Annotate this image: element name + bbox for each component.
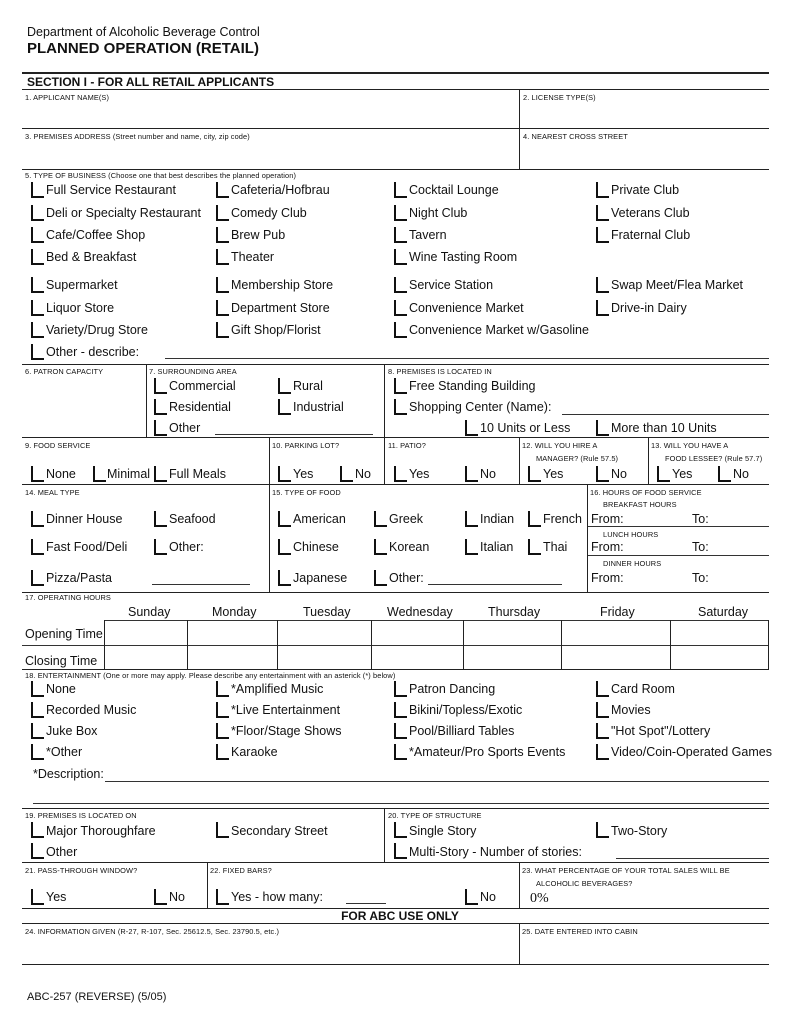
manager-label: 12. WILL YOU HIRE A (522, 441, 598, 450)
premises-on-label: 19. PREMISES IS LOCATED ON (25, 811, 137, 820)
applicant-name-label: 1. APPLICANT NAME(S) (25, 93, 110, 102)
option-label: American (293, 512, 346, 526)
option-label: Yes (409, 467, 430, 481)
section-title: SECTION I - FOR ALL RETAIL APPLICANTS (27, 75, 275, 89)
option-label: 10 Units or Less (480, 421, 571, 435)
patron-dancing-checkbox[interactable] (394, 681, 407, 697)
ten-units-checkbox[interactable] (465, 420, 478, 436)
option-label: No (355, 467, 371, 481)
supermarket-checkbox[interactable] (31, 277, 44, 293)
option-label: Yes - how many: (231, 890, 323, 904)
option-label: "Hot Spot"/Lottery (611, 724, 711, 738)
option-label: Residential (169, 400, 231, 414)
option-label: Free Standing Building (409, 379, 536, 393)
date-entered-label: 25. DATE ENTERED INTO CABIN (522, 927, 638, 936)
divider (384, 437, 385, 484)
option-label: Seafood (169, 512, 216, 526)
fast-food-checkbox[interactable] (31, 539, 44, 555)
grid-line (371, 620, 372, 669)
other-street-checkbox[interactable] (31, 843, 44, 859)
section-divider (22, 72, 769, 74)
divider (269, 484, 270, 592)
option-label: Department Store (231, 301, 330, 315)
manager-label-2: MANAGER? (Rule 57.5) (536, 454, 619, 463)
percentage-label-2: ALCOHOLIC BEVERAGES? (536, 879, 633, 888)
day-friday: Friday (600, 605, 635, 619)
option-label: *Other (46, 745, 83, 759)
food-type-label: 15. TYPE OF FOOD (272, 488, 341, 497)
thai-checkbox[interactable] (528, 539, 541, 555)
live-entertainment-checkbox[interactable] (216, 702, 229, 718)
bars-count-line[interactable] (346, 903, 386, 904)
rural-checkbox[interactable] (278, 378, 291, 394)
divider (22, 128, 769, 129)
opening-time-label: Opening Time (25, 627, 103, 641)
divider (587, 484, 588, 592)
breakfast-to: To: (692, 512, 709, 526)
divider (22, 808, 769, 809)
form-number: ABC-257 (REVERSE) (5/05) (27, 991, 167, 1003)
manager-yes-checkbox[interactable] (528, 466, 541, 482)
option-label: Full Service Restaurant (46, 183, 176, 197)
convenience-gasoline-checkbox[interactable] (394, 322, 407, 338)
swap-meet-checkbox[interactable] (596, 277, 609, 293)
option-label: Comedy Club (231, 206, 307, 220)
day-thursday: Thursday (488, 605, 541, 619)
dinner-from: From: (591, 571, 624, 585)
describe-line[interactable] (165, 358, 769, 359)
other-meal-checkbox[interactable] (154, 539, 167, 555)
hot-spot-checkbox[interactable] (596, 723, 609, 739)
food-lessee-label-2: FOOD LESSEE? (Rule 57.7) (665, 454, 763, 463)
variety-drug-checkbox[interactable] (31, 322, 44, 338)
food-service-label: 9. FOOD SERVICE (25, 441, 91, 450)
manager-no-checkbox[interactable] (596, 466, 609, 482)
two-story-checkbox[interactable] (596, 822, 609, 838)
percentage-value[interactable]: 0% (530, 891, 549, 906)
grid-line (187, 620, 188, 669)
option-label: Cocktail Lounge (409, 183, 499, 197)
surrounding-area-label: 7. SURROUNDING AREA (149, 367, 237, 376)
lessee-no-checkbox[interactable] (718, 466, 731, 482)
option-label: Card Room (611, 682, 675, 696)
description-label: *Description: (33, 767, 104, 781)
premises-address-label: 3. PREMISES ADDRESS (Street number and name, city, zip code) (25, 132, 250, 141)
comedy-club-checkbox[interactable] (216, 205, 229, 221)
greek-checkbox[interactable] (374, 511, 387, 527)
option-label: Yes (46, 890, 67, 904)
window-no-checkbox[interactable] (154, 889, 167, 905)
italian-checkbox[interactable] (465, 539, 478, 555)
option-label: Pool/Billiard Tables (409, 724, 515, 738)
divider (648, 437, 649, 484)
stage-shows-checkbox[interactable] (216, 723, 229, 739)
option-label: None (46, 467, 76, 481)
stories-line[interactable] (616, 858, 769, 859)
option-label: Swap Meet/Flea Market (611, 278, 743, 292)
day-monday: Monday (212, 605, 257, 619)
option-label: Cafeteria/Hofbrau (231, 183, 330, 197)
dinner-house-checkbox[interactable] (31, 511, 44, 527)
option-label: Dinner House (46, 512, 123, 526)
option-label: Other - describe: (46, 345, 140, 359)
option-label: Patron Dancing (409, 682, 496, 696)
option-label: Other (46, 845, 78, 859)
option-label: Deli or Specialty Restaurant (46, 206, 201, 220)
full-service-restaurant-checkbox[interactable] (31, 182, 44, 198)
option-label: Major Thoroughfare (46, 824, 156, 838)
option-label: Italian (480, 540, 514, 554)
option-label: Theater (231, 250, 275, 264)
option-label: No (480, 890, 496, 904)
option-label: Wine Tasting Room (409, 250, 518, 264)
recorded-music-checkbox[interactable] (31, 702, 44, 718)
convenience-market-checkbox[interactable] (394, 300, 407, 316)
option-label: No (169, 890, 185, 904)
industrial-checkbox[interactable] (278, 399, 291, 415)
food-none-checkbox[interactable] (31, 466, 44, 482)
option-label: Other: (169, 540, 204, 554)
brew-pub-checkbox[interactable] (216, 227, 229, 243)
option-label: Fast Food/Deli (46, 540, 128, 554)
option-label: Service Station (409, 278, 494, 292)
juke-box-checkbox[interactable] (31, 723, 44, 739)
option-label: Tavern (409, 228, 447, 242)
bikini-checkbox[interactable] (394, 702, 407, 718)
information-given-label: 24. INFORMATION GIVEN (R-27, R-107, Sec. 25612.5, Sec. 23790.5, etc.) (25, 927, 280, 936)
french-checkbox[interactable] (528, 511, 541, 527)
drive-in-dairy-checkbox[interactable] (596, 300, 609, 316)
movies-checkbox[interactable] (596, 702, 609, 718)
food-minimal-checkbox[interactable] (93, 466, 106, 482)
divider (519, 89, 520, 169)
parking-yes-checkbox[interactable] (278, 466, 291, 482)
abc-use-title: FOR ABC USE ONLY (341, 909, 459, 923)
closing-time-label: Closing Time (25, 654, 98, 668)
other-meal-line[interactable] (152, 584, 250, 585)
option-label: Yes (672, 467, 693, 481)
option-label: Pizza/Pasta (46, 571, 113, 585)
day-wednesday: Wednesday (387, 605, 453, 619)
pass-through-label: 21. PASS-THROUGH WINDOW? (25, 866, 138, 875)
day-saturday: Saturday (698, 605, 749, 619)
option-label: *Amplified Music (231, 682, 324, 696)
premises-location-label: 8. PREMISES IS LOCATED IN (388, 367, 492, 376)
shopping-center-checkbox[interactable] (394, 399, 407, 415)
divider (22, 437, 769, 438)
deli-restaurant-checkbox[interactable] (31, 205, 44, 221)
option-label: Veterans Club (611, 206, 690, 220)
lunch-line[interactable] (588, 555, 769, 556)
multi-story-checkbox[interactable] (394, 843, 407, 859)
option-label: Drive-in Dairy (611, 301, 687, 315)
food-lessee-label: 13. WILL YOU HAVE A (651, 441, 729, 450)
ent-none-checkbox[interactable] (31, 681, 44, 697)
option-label: Karaoke (231, 745, 278, 759)
more-units-checkbox[interactable] (596, 420, 609, 436)
window-yes-checkbox[interactable] (31, 889, 44, 905)
option-label: Japanese (293, 571, 348, 585)
other-area-line[interactable] (215, 434, 373, 435)
option-label: None (46, 682, 76, 696)
option-label: Yes (543, 467, 564, 481)
option-label: *Amateur/Pro Sports Events (409, 745, 566, 759)
sports-events-checkbox[interactable] (394, 744, 407, 760)
breakfast-line[interactable] (588, 526, 769, 527)
option-label: More than 10 Units (611, 421, 717, 435)
grid-line (104, 620, 105, 669)
option-label: Other: (389, 571, 424, 585)
divider (22, 923, 769, 924)
free-standing-checkbox[interactable] (394, 378, 407, 394)
option-label: Juke Box (46, 724, 98, 738)
grid-line (768, 620, 769, 669)
parking-label: 10. PARKING LOT? (272, 441, 340, 450)
grid-line (561, 620, 562, 669)
bed-breakfast-checkbox[interactable] (31, 249, 44, 265)
pool-tables-checkbox[interactable] (394, 723, 407, 739)
fixed-bars-label: 22. FIXED BARS? (210, 866, 272, 875)
divider (384, 364, 385, 437)
karaoke-checkbox[interactable] (216, 744, 229, 760)
membership-store-checkbox[interactable] (216, 277, 229, 293)
option-label: Two-Story (611, 824, 668, 838)
option-label: Bikini/Topless/Exotic (409, 703, 523, 717)
day-sunday: Sunday (128, 605, 171, 619)
description-line-1[interactable] (105, 781, 769, 782)
liquor-store-checkbox[interactable] (31, 300, 44, 316)
gift-shop-checkbox[interactable] (216, 322, 229, 338)
patio-label: 11. PATIO? (388, 441, 426, 450)
option-label: Video/Coin-Operated Games (611, 745, 772, 759)
divider (269, 437, 270, 484)
option-label: Chinese (293, 540, 339, 554)
option-label: Rural (293, 379, 323, 393)
option-label: Recorded Music (46, 703, 137, 717)
divider (22, 669, 769, 670)
patio-yes-checkbox[interactable] (394, 466, 407, 482)
divider (519, 923, 520, 964)
commercial-checkbox[interactable] (154, 378, 167, 394)
food-hours-label: 16. HOURS OF FOOD SERVICE (590, 488, 702, 497)
option-label: Gift Shop/Florist (231, 323, 321, 337)
option-label: Shopping Center (Name): (409, 400, 552, 414)
option-label: Convenience Market (409, 301, 524, 315)
divider (22, 862, 769, 863)
option-label: Minimal (107, 467, 151, 481)
divider (22, 592, 769, 593)
divider (207, 862, 208, 908)
form-title: PLANNED OPERATION (RETAIL) (27, 40, 259, 57)
option-label: Private Club (611, 183, 680, 197)
food-full-checkbox[interactable] (154, 466, 167, 482)
divider (146, 364, 147, 437)
option-label: Thai (543, 540, 568, 554)
seafood-checkbox[interactable] (154, 511, 167, 527)
option-label: Single Story (409, 824, 477, 838)
cafe-checkbox[interactable] (31, 227, 44, 243)
breakfast-hours-label: BREAKFAST HOURS (603, 500, 677, 509)
veterans-club-checkbox[interactable] (596, 205, 609, 221)
breakfast-from: From: (591, 512, 624, 526)
wine-tasting-checkbox[interactable] (394, 249, 407, 265)
option-label: Industrial (293, 400, 344, 414)
divider (22, 364, 769, 365)
patron-capacity-label: 6. PATRON CAPACITY (25, 367, 104, 376)
chinese-checkbox[interactable] (278, 539, 291, 555)
option-label: Secondary Street (231, 824, 328, 838)
bars-no-checkbox[interactable] (465, 889, 478, 905)
option-label: No (611, 467, 627, 481)
option-label: Supermarket (46, 278, 118, 292)
lunch-to: To: (692, 540, 709, 554)
opening-row-line (22, 645, 769, 646)
residential-checkbox[interactable] (154, 399, 167, 415)
option-label: Membership Store (231, 278, 334, 292)
patio-no-checkbox[interactable] (465, 466, 478, 482)
license-type-label: 2. LICENSE TYPE(S) (523, 93, 596, 102)
business-type-label: 5. TYPE OF BUSINESS (Choose one that best describes the planned operation) (25, 171, 297, 180)
option-label: No (733, 467, 749, 481)
option-label: Yes (293, 467, 314, 481)
service-station-checkbox[interactable] (394, 277, 407, 293)
other-food-checkbox[interactable] (374, 570, 387, 586)
option-label: No (480, 467, 496, 481)
card-room-checkbox[interactable] (596, 681, 609, 697)
cross-street-label: 4. NEAREST CROSS STREET (523, 132, 628, 141)
grid-line (463, 620, 464, 669)
department-name: Department of Alcoholic Beverage Control (27, 25, 260, 39)
option-label: Bed & Breakfast (46, 250, 137, 264)
option-label: Korean (389, 540, 430, 554)
night-club-checkbox[interactable] (394, 205, 407, 221)
video-games-checkbox[interactable] (596, 744, 609, 760)
lunch-hours-label: LUNCH HOURS (603, 530, 659, 539)
option-label: Multi-Story - Number of stories: (409, 845, 582, 859)
cocktail-lounge-checkbox[interactable] (394, 182, 407, 198)
parking-no-checkbox[interactable] (340, 466, 353, 482)
divider (22, 484, 769, 485)
divider (519, 437, 520, 484)
divider (519, 862, 520, 908)
major-thoroughfare-checkbox[interactable] (31, 822, 44, 838)
percentage-label: 23. WHAT PERCENTAGE OF YOUR TOTAL SALES WILL BE (522, 866, 730, 875)
option-label: Fraternal Club (611, 228, 691, 242)
secondary-street-checkbox[interactable] (216, 822, 229, 838)
option-label: French (543, 512, 582, 526)
other-business-checkbox[interactable] (31, 344, 44, 360)
lessee-yes-checkbox[interactable] (657, 466, 670, 482)
dinner-hours-label: DINNER HOURS (603, 559, 662, 568)
korean-checkbox[interactable] (374, 539, 387, 555)
theater-checkbox[interactable] (216, 249, 229, 265)
other-area-checkbox[interactable] (154, 420, 167, 436)
option-label: Night Club (409, 206, 468, 220)
option-label: Other (169, 421, 201, 435)
option-label: Full Meals (169, 467, 226, 481)
japanese-checkbox[interactable] (278, 570, 291, 586)
pizza-checkbox[interactable] (31, 570, 44, 586)
private-club-checkbox[interactable] (596, 182, 609, 198)
meal-type-label: 14. MEAL TYPE (25, 488, 80, 497)
department-store-checkbox[interactable] (216, 300, 229, 316)
grid-line (670, 620, 671, 669)
grid-line (277, 620, 278, 669)
american-checkbox[interactable] (278, 511, 291, 527)
tavern-checkbox[interactable] (394, 227, 407, 243)
option-label: Liquor Store (46, 301, 115, 315)
divider (22, 89, 769, 90)
fraternal-club-checkbox[interactable] (596, 227, 609, 243)
divider (22, 964, 769, 965)
option-label: Cafe/Coffee Shop (46, 228, 146, 242)
entertainment-label: 18. ENTERTAINMENT (One or more may apply. Please describe any entertainment with an asterick (*) below) (25, 671, 396, 680)
shopping-center-line[interactable] (562, 414, 769, 415)
ent-other-checkbox[interactable] (31, 744, 44, 760)
cafeteria-checkbox[interactable] (216, 182, 229, 198)
structure-label: 20. TYPE OF STRUCTURE (388, 811, 482, 820)
dinner-to: To: (692, 571, 709, 585)
indian-checkbox[interactable] (465, 511, 478, 527)
option-label: Commercial (169, 379, 236, 393)
option-label: Indian (480, 512, 515, 526)
divider (384, 808, 385, 862)
amplified-music-checkbox[interactable] (216, 681, 229, 697)
operating-hours-label: 17. OPERATING HOURS (25, 593, 111, 602)
option-label: *Live Entertainment (231, 703, 341, 717)
other-food-line[interactable] (428, 584, 562, 585)
option-label: Brew Pub (231, 228, 286, 242)
option-label: Convenience Market w/Gasoline (409, 323, 589, 337)
option-label: Movies (611, 703, 651, 717)
single-story-checkbox[interactable] (394, 822, 407, 838)
option-label: Variety/Drug Store (46, 323, 148, 337)
divider (22, 169, 769, 170)
lunch-from: From: (591, 540, 624, 554)
day-tuesday: Tuesday (303, 605, 351, 619)
bars-yes-checkbox[interactable] (216, 889, 229, 905)
option-label: Greek (389, 512, 424, 526)
option-label: *Floor/Stage Shows (231, 724, 342, 738)
description-line-2[interactable] (33, 803, 769, 804)
